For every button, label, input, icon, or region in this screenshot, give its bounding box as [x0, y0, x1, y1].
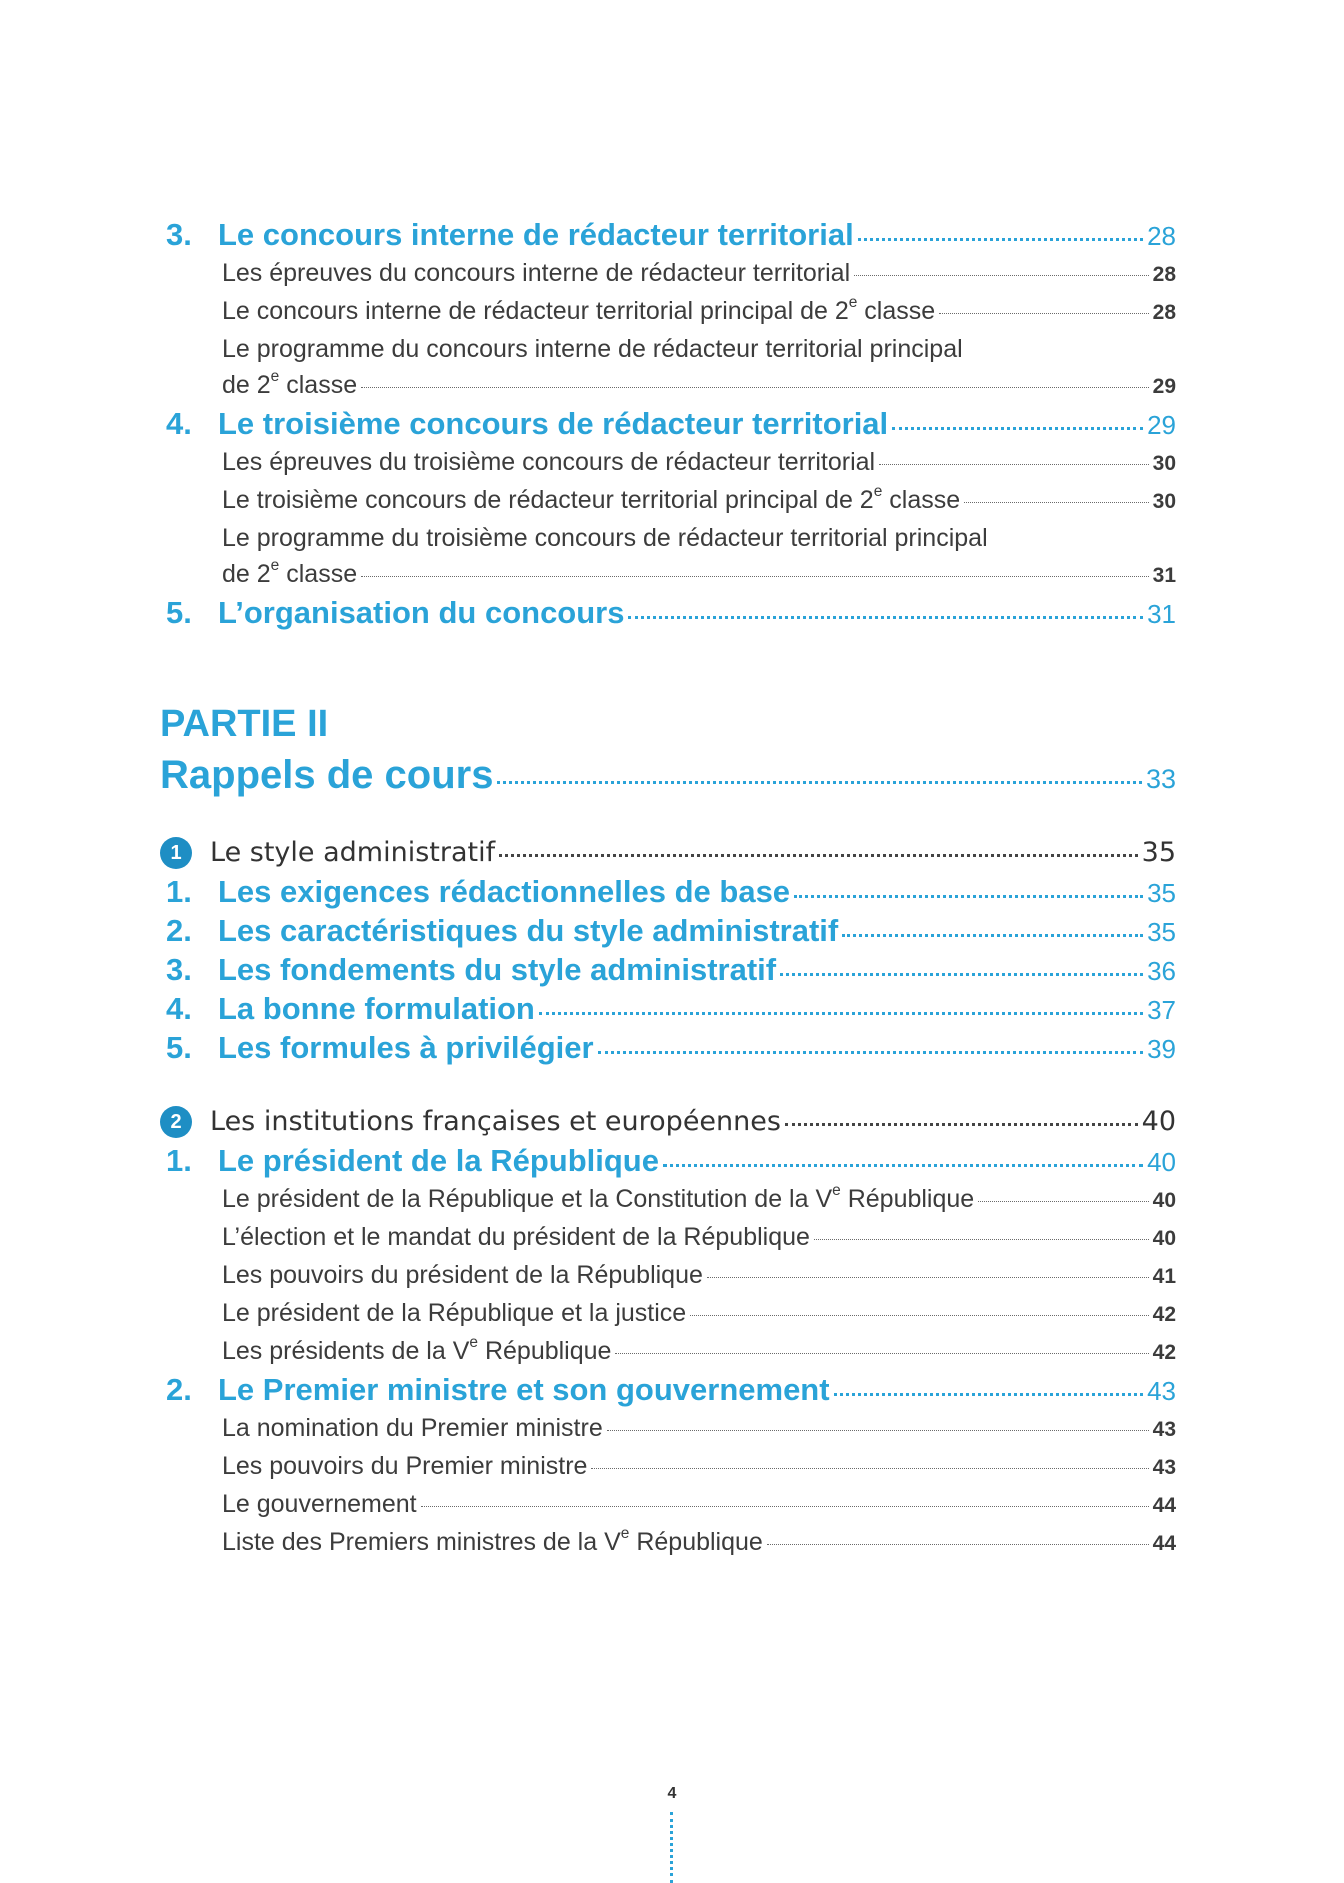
page-ref: 43 [1147, 1376, 1176, 1406]
toc-section[interactable] [160, 873, 1176, 912]
dot-leader [421, 1506, 1149, 1507]
dot-leader [591, 1468, 1148, 1469]
subsection-title: Les épreuves du troisième concours de rédacteur territorial [222, 448, 876, 476]
dot-leader [842, 934, 1143, 937]
section-title: L’organisation du concours [218, 595, 625, 630]
dot-leader [690, 1315, 1148, 1316]
page-ref: 28 [1147, 221, 1176, 251]
page-number: 4 [667, 1785, 677, 1802]
dot-leader [794, 895, 1143, 898]
page-ref: 43 [1152, 1418, 1176, 1441]
toc-section[interactable] [160, 216, 1176, 255]
dot-leader [615, 1353, 1148, 1354]
dot-leader [814, 1239, 1149, 1240]
toc-subsection[interactable] [160, 444, 1176, 482]
toc-subsection[interactable] [160, 1219, 1176, 1257]
subsection-title: Le président de la République et la Constitution de la Ve République [222, 1182, 975, 1213]
toc-subsection[interactable] [160, 482, 1176, 520]
page-ref: 39 [1147, 1034, 1176, 1064]
subsection-title: de 2e classe [222, 557, 358, 588]
footer-dotted-line [670, 1812, 673, 1883]
page-ref: 35 [1147, 878, 1176, 908]
toc-subsection[interactable] [160, 1181, 1176, 1219]
subsection-title: Les pouvoirs du Premier ministre [222, 1452, 588, 1480]
chapter-title: Les institutions françaises et européennes [210, 1106, 781, 1137]
toc-subsection[interactable] [160, 1524, 1176, 1562]
toc-section[interactable] [160, 405, 1176, 444]
part-title: Rappels de cours [160, 753, 494, 797]
page-ref: 40 [1147, 1147, 1176, 1177]
toc-subsection[interactable] [160, 255, 1176, 293]
toc-section[interactable] [160, 1371, 1176, 1410]
table-of-contents [160, 216, 1176, 1562]
dot-leader [499, 854, 1138, 857]
subsection-title: La nomination du Premier ministre [222, 1414, 603, 1442]
toc-section[interactable] [160, 912, 1176, 951]
toc-section[interactable] [160, 1142, 1176, 1181]
dot-leader [598, 1051, 1143, 1054]
toc-chapter[interactable] [160, 833, 1176, 873]
section-number: 4. [166, 991, 192, 1026]
page-ref: 37 [1147, 995, 1176, 1025]
page-ref: 40 [1152, 1227, 1176, 1250]
part-title-row[interactable] [160, 747, 1176, 807]
dot-leader [858, 238, 1143, 241]
subsection-title: L’élection et le mandat du président de la République [222, 1223, 810, 1251]
toc-chapter[interactable] [160, 1102, 1176, 1142]
toc-subsection[interactable] [160, 1333, 1176, 1371]
section-number: 2. [166, 913, 192, 948]
dot-leader [663, 1164, 1143, 1167]
page-ref: 40 [1152, 1189, 1176, 1212]
subsection-title: de 2e classe [222, 368, 358, 399]
page-ref: 29 [1147, 410, 1176, 440]
subsection-title: Les présidents de la Ve République [222, 1334, 612, 1365]
subsection-title: Le président de la République et la justice [222, 1299, 687, 1327]
section-title: Le concours interne de rédacteur territorial [218, 217, 854, 252]
toc-section[interactable] [160, 990, 1176, 1029]
section-number: 4. [166, 406, 192, 441]
dot-leader [707, 1277, 1149, 1278]
page-ref: 36 [1147, 956, 1176, 986]
subsection-title-line: Le programme du concours interne de rédacteur territorial principal [222, 335, 963, 363]
section-title: Les caractéristiques du style administratif [218, 913, 839, 948]
page-ref: 30 [1152, 452, 1176, 475]
dot-leader [361, 576, 1149, 577]
subsection-title: Le troisième concours de rédacteur territorial principal de 2e classe [222, 483, 961, 514]
dot-leader [854, 275, 1149, 276]
subsection-title: Les pouvoirs du président de la République [222, 1261, 703, 1289]
section-title: Les fondements du style administratif [218, 952, 777, 987]
page-ref: 28 [1152, 263, 1176, 286]
dot-leader [607, 1430, 1149, 1431]
dot-leader [628, 616, 1143, 619]
toc-subsection[interactable] [160, 1448, 1176, 1486]
part-number: PARTIE II [160, 703, 329, 745]
chapter-title: Le style administratif [210, 837, 496, 868]
subsection-title: Les épreuves du concours interne de rédacteur territorial [222, 259, 851, 287]
toc-section[interactable] [160, 1029, 1176, 1068]
toc-subsection[interactable] [160, 331, 1176, 405]
section-number: 1. [166, 1143, 192, 1178]
page-ref: 35 [1141, 837, 1176, 868]
page-ref: 42 [1152, 1303, 1176, 1326]
subsection-title-line: Le programme du troisième concours de rédacteur territorial principal [222, 524, 988, 552]
section-title: Le Premier ministre et son gouvernement [218, 1372, 830, 1407]
section-title: Les formules à privilégier [218, 1030, 594, 1065]
toc-subsection[interactable] [160, 1486, 1176, 1524]
toc-subsection[interactable] [160, 1295, 1176, 1333]
section-number: 1. [166, 874, 192, 909]
dot-leader [879, 464, 1149, 465]
toc-section[interactable] [160, 594, 1176, 633]
section-title: Les exigences rédactionnelles de base [218, 874, 791, 909]
page-ref: 41 [1152, 1265, 1176, 1288]
page-ref: 44 [1152, 1532, 1176, 1555]
toc-section[interactable] [160, 951, 1176, 990]
subsection-title: Le gouvernement [222, 1490, 417, 1518]
section-number: 3. [166, 217, 192, 252]
page-ref: 31 [1152, 564, 1176, 587]
dot-leader [834, 1393, 1144, 1396]
section-title: Le troisième concours de rédacteur territorial [218, 406, 889, 441]
page-ref: 44 [1152, 1494, 1176, 1517]
page-ref: 40 [1141, 1106, 1176, 1137]
page-ref: 30 [1152, 490, 1176, 513]
section-number: 2. [166, 1372, 192, 1407]
subsection-title: Le concours interne de rédacteur territorial principal de 2e classe [222, 294, 936, 325]
section-number: 5. [166, 595, 192, 630]
dot-leader [785, 1123, 1138, 1126]
page-ref: 31 [1147, 599, 1176, 629]
page-ref: 43 [1152, 1456, 1176, 1479]
dot-leader [939, 313, 1148, 314]
page-ref: 33 [1145, 764, 1176, 794]
section-number: 3. [166, 952, 192, 987]
chapter-number-badge: 2 [160, 1106, 192, 1138]
dot-leader [964, 502, 1148, 503]
dot-leader [978, 1201, 1148, 1202]
dot-leader [767, 1544, 1149, 1545]
section-title: La bonne formulation [218, 991, 535, 1026]
toc-subsection[interactable] [160, 293, 1176, 331]
section-number: 5. [166, 1030, 192, 1065]
page-ref: 28 [1152, 301, 1176, 324]
dot-leader [361, 387, 1149, 388]
chapter-number-badge: 1 [160, 837, 192, 869]
page-ref: 35 [1147, 917, 1176, 947]
dot-leader [780, 973, 1143, 976]
toc-subsection[interactable] [160, 1410, 1176, 1448]
toc-subsection[interactable] [160, 520, 1176, 594]
dot-leader [539, 1012, 1143, 1015]
dot-leader [892, 427, 1143, 430]
page-ref: 29 [1152, 375, 1176, 398]
toc-subsection[interactable] [160, 1257, 1176, 1295]
section-title: Le président de la République [218, 1143, 659, 1178]
subsection-title: Liste des Premiers ministres de la Ve République [222, 1525, 763, 1556]
part-heading [160, 701, 1176, 807]
dot-leader [497, 781, 1142, 784]
page-ref: 42 [1152, 1341, 1176, 1364]
